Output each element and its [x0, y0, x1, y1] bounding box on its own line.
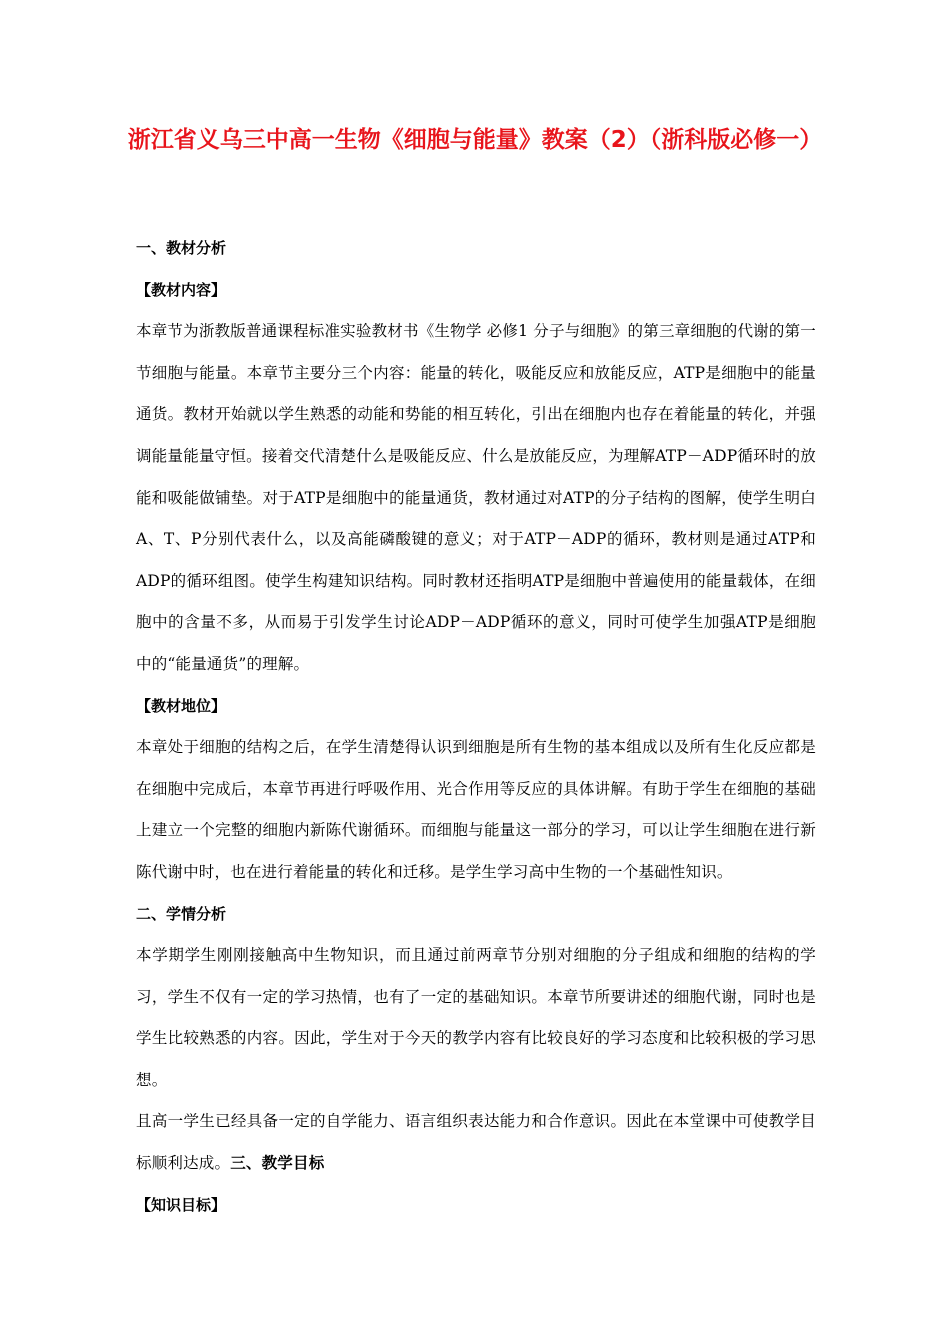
section-heading-student-analysis: 二、学情分析 [136, 904, 227, 923]
subheading-textbook-position: 【教材地位】 [136, 696, 227, 715]
paragraph-student-analysis-1: 本学期学生刚刚接触高中生物知识，而且通过前两章节分别对细胞的分子组成和细胞的结构的学习，学生不仅有一定的学习热情，也有了一定的基础知识。本章节所要讲述的细胞代谢，同时也是学生比较熟悉的内容。因此，学生对于今天的教学内容有比较良好的学习态度和比较积极的学习思想。 [136, 946, 816, 1089]
section-heading-teaching-goals: 三、教学目标 [230, 1154, 325, 1173]
paragraph-student-analysis-2-text: 且高一学生已经具备一定的自学能力、语言组织表达能力和合作意识。因此在本堂课中可使教学目标顺利达成。 [136, 1112, 816, 1173]
document-body [136, 228, 816, 1226]
subheading-knowledge-goals: 【知识目标】 [136, 1195, 227, 1214]
paragraph-textbook-content: 本章节为浙教版普通课程标准实验教材书《生物学 必修1 分子与细胞》的第三章细胞的代谢的第一节细胞与能量。本章节主要分三个内容：能量的转化，吸能反应和放能反应，ATP是细胞中的能量通货。教材开始就以学生熟悉的动能和势能的相互转化，引出在细胞内也存在着能量的转化，并强调能量能量守恒。接着交代清楚什么是吸能反应、什么是放能反应，为理解ATP－ADP循环时的放能和吸能做铺垫。对于ATP是细胞中的能量通货，教材通过对ATP的分子结构的图解，使学生明白A、T、P分别代表什么，以及高能磷酸键的意义；对于ATP－ADP的循环，教材则是通过ATP和ADP的循环组图。使学生构建知识结构。同时教材还指明ATP是细胞中普遍使用的能量载体，在细胞中的含量不多，从而易于引发学生讨论ADP－ADP循环的意义，同时可使学生加强ATP是细胞中的“能量通货”的理解。 [136, 322, 816, 673]
document-title: 浙江省义乌三中高一生物《细胞与能量》教案（2）（浙科版必修一） [127, 127, 823, 153]
paragraph-student-analysis-2 [136, 1101, 816, 1184]
subheading-textbook-content: 【教材内容】 [136, 280, 227, 299]
section-heading-textbook-analysis: 一、教材分析 [136, 239, 227, 257]
paragraph-textbook-position: 本章处于细胞的结构之后，在学生清楚得认识到细胞是所有生物的基本组成以及所有生化反应都是在细胞中完成后，本章节再进行呼吸作用、光合作用等反应的具体讲解。有助于学生在细胞的基础上建立一个完整的细胞内新陈代谢循环。而细胞与能量这一部分的学习，可以让学生细胞在进行新陈代谢中时，也在进行着能量的转化和迁移。是学生学习高中生物的一个基础性知识。 [136, 738, 816, 881]
